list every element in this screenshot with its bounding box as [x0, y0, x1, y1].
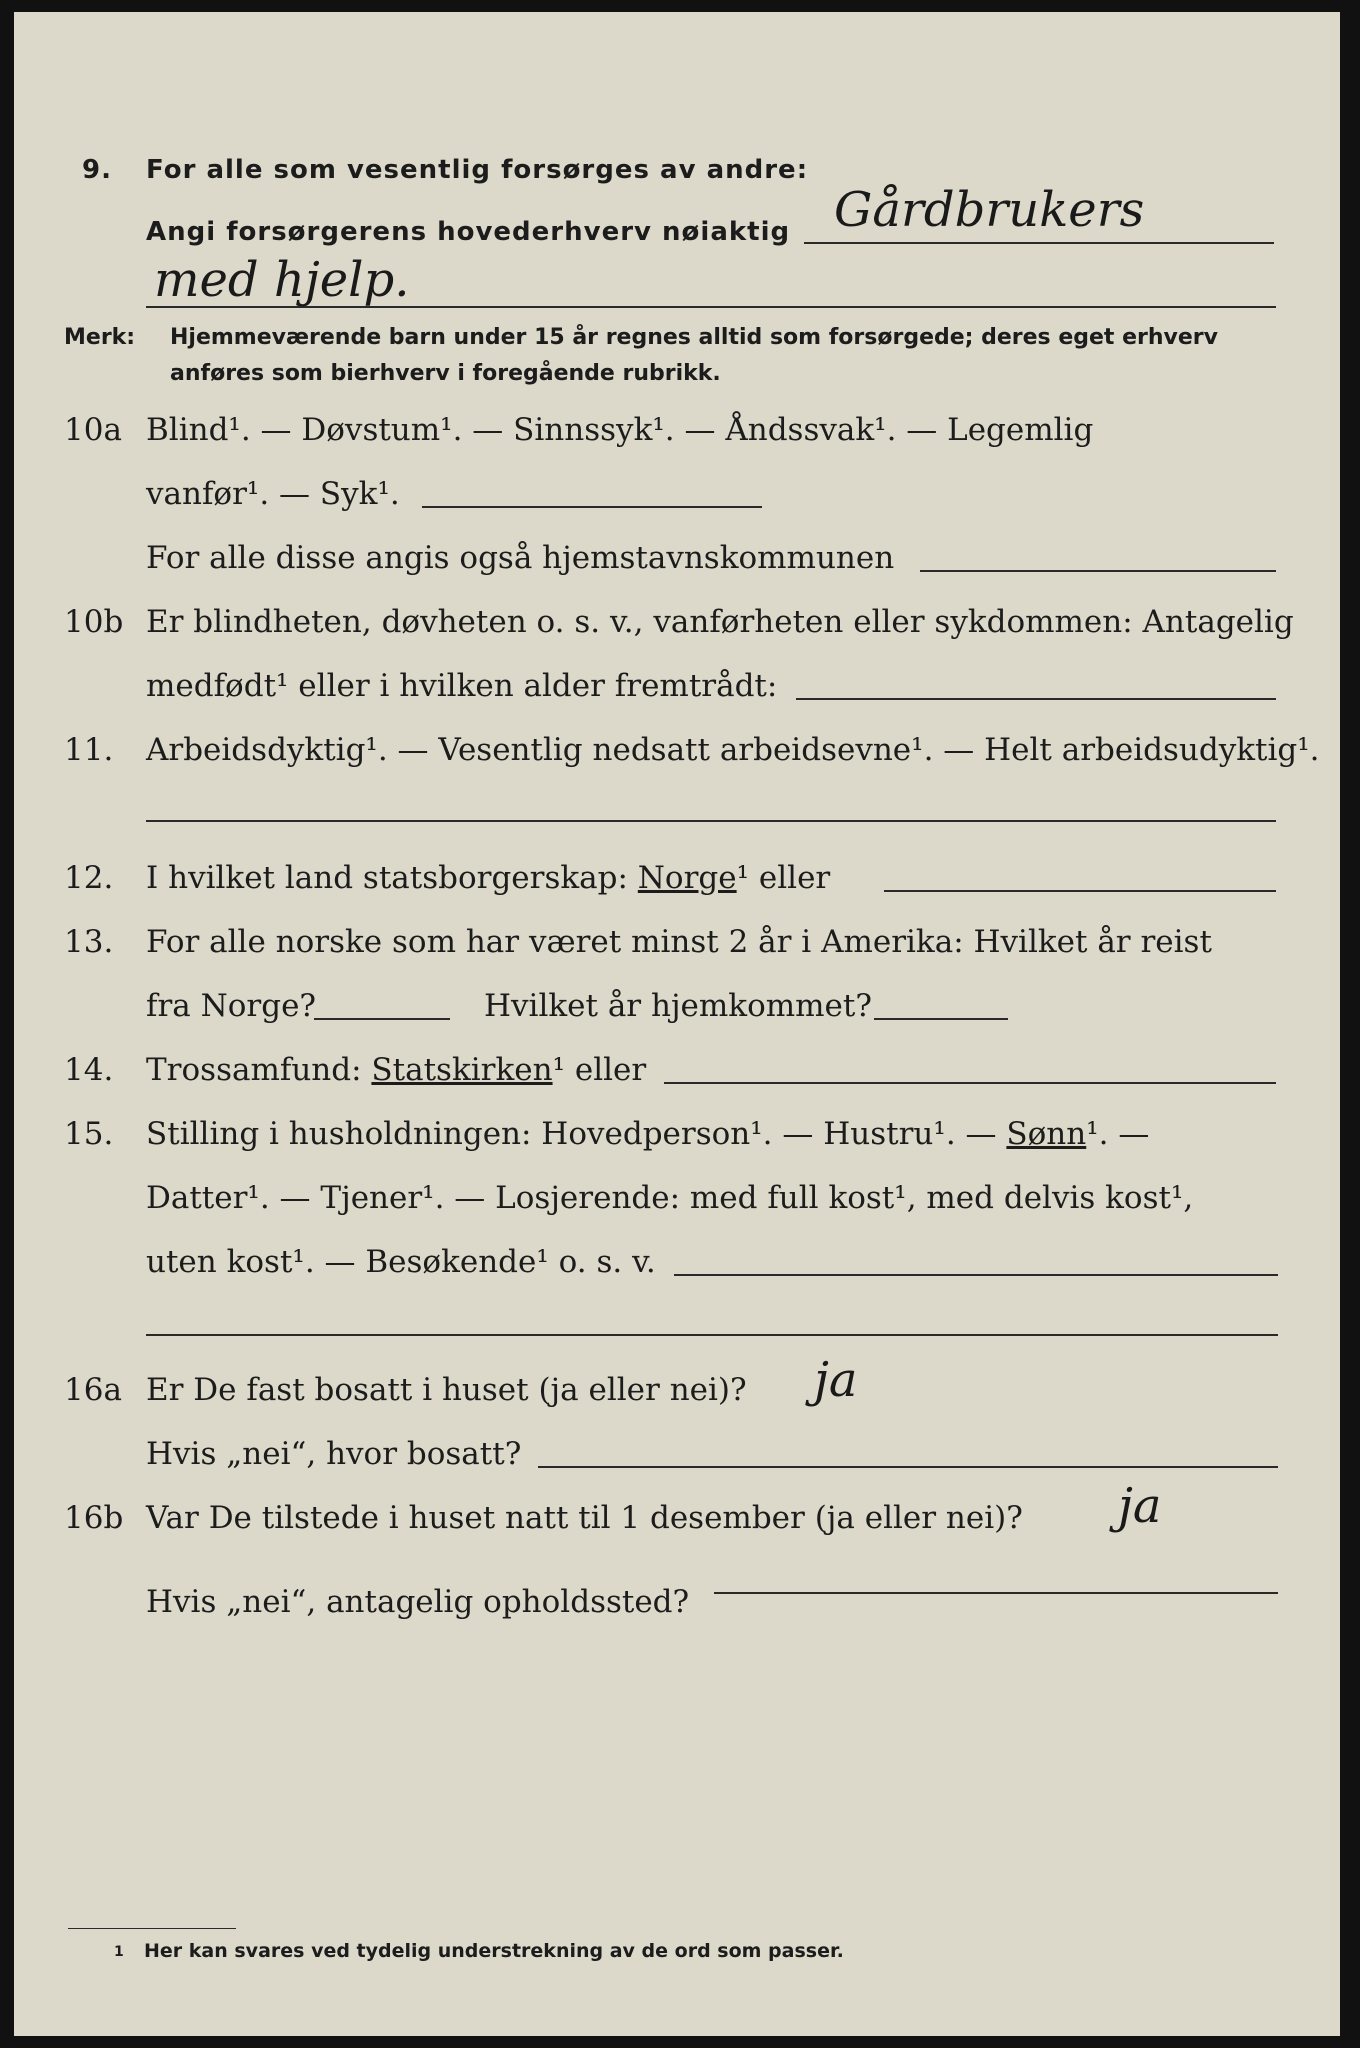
question-15-line-3: uten kost¹. — Besøkende¹ o. s. v. — [146, 1244, 656, 1280]
note-line-1: Hjemmeværende barn under 15 år regnes alltid som forsørgede; deres eget erhverv — [170, 325, 1218, 350]
question-16a-line-1: Er De fast bosatt i huset (ja eller nei)? — [146, 1372, 747, 1408]
handwritten-answer-9a: Gårdbrukers — [834, 182, 1145, 238]
question-13-line-1: For alle norske som har været minst 2 år i Amerika: Hvilket år reist — [146, 924, 1212, 960]
question-14 — [146, 1050, 646, 1090]
question-12 — [146, 858, 830, 898]
question-number-15: 15. — [64, 1116, 114, 1152]
question-16b-line-2: Hvis „nei“, antagelig opholdssted? — [146, 1584, 690, 1620]
question-15-line-1-end: ¹. — — [1086, 1116, 1150, 1152]
question-10b-line-1: Er blindheten, døvheten o. s. v., vanførheten eller sykdommen: Antagelig — [146, 604, 1294, 640]
answer-line-15 — [674, 1274, 1278, 1276]
question-10a-line-3: For alle disse angis også hjemstavnskommunen — [146, 540, 895, 576]
option-sonn: Sønn — [1006, 1116, 1087, 1152]
note-line-2: anføres som bierhverv i foregående rubrikk. — [170, 361, 721, 386]
question-number-9: 9. — [82, 155, 112, 185]
question-number-10b: 10b — [64, 604, 124, 640]
question-11: Arbeidsdyktig¹. — Vesentlig nedsatt arbeidsevne¹. — Helt arbeidsudyktig¹. — [146, 732, 1320, 768]
option-statskirken: Statskirken — [371, 1052, 553, 1088]
question-15-line-1 — [146, 1114, 1149, 1154]
question-10b-line-2: medfødt¹ eller i hvilken alder fremtrådt: — [146, 668, 778, 704]
option-norge: Norge — [637, 860, 737, 896]
handwritten-answer-16b: ja — [1118, 1478, 1162, 1534]
question-14-or: ¹ eller — [552, 1052, 647, 1088]
question-number-16a: 16a — [64, 1372, 122, 1408]
answer-line-9a — [804, 242, 1274, 244]
answer-line-10b — [796, 698, 1276, 700]
question-10a-line-1: Blind¹. — Døvstum¹. — Sinnssyk¹. — Åndssvak¹. — Legemlig — [146, 412, 1094, 448]
handwritten-answer-9b: med hjelp. — [154, 252, 410, 308]
question-number-13: 13. — [64, 924, 114, 960]
footnote-mark: 1 — [114, 1944, 124, 1960]
question-15-line-1-text: Stilling i husholdningen: Hovedperson¹. — Hustru¹. — — [146, 1116, 997, 1152]
answer-line-13-right — [874, 1018, 1008, 1020]
census-form-page — [14, 12, 1340, 2036]
handwritten-answer-16a: ja — [814, 1352, 858, 1408]
question-number-11: 11. — [64, 732, 114, 768]
answer-line-14 — [664, 1082, 1276, 1084]
question-9-heading: For alle som vesentlig forsørges av andre: — [146, 155, 809, 185]
answer-line-16b — [714, 1592, 1278, 1594]
note-label: Merk: — [64, 325, 136, 350]
question-12-or: ¹ eller — [736, 860, 831, 896]
answer-line-12 — [884, 890, 1276, 892]
question-16a-line-2: Hvis „nei“, hvor bosatt? — [146, 1436, 522, 1472]
question-13-left: fra Norge? — [146, 988, 317, 1024]
answer-line-11 — [146, 820, 1276, 822]
question-10a-line-2: vanfør¹. — Syk¹. — [146, 476, 400, 512]
question-number-10a: 10a — [64, 412, 122, 448]
question-14-prompt: Trossamfund: — [146, 1052, 362, 1088]
question-16b-line-1: Var De tilstede i huset natt til 1 desember (ja eller nei)? — [146, 1500, 1023, 1536]
question-number-16b: 16b — [64, 1500, 124, 1536]
footnote-text: Her kan svares ved tydelig understrekning av de ord som passer. — [144, 1940, 844, 1962]
answer-line-15b — [146, 1334, 1278, 1336]
question-9-prompt: Angi forsørgerens hovederhverv nøiaktig — [146, 217, 791, 247]
question-13-right: Hvilket år hjemkommet? — [484, 988, 872, 1024]
answer-line-10a-home — [920, 570, 1276, 572]
answer-line-13-left — [314, 1018, 450, 1020]
question-12-prompt: I hvilket land statsborgerskap: — [146, 860, 628, 896]
question-number-14: 14. — [64, 1052, 114, 1088]
footnote-rule — [68, 1928, 236, 1929]
question-number-12: 12. — [64, 860, 114, 896]
question-15-line-2: Datter¹. — Tjener¹. — Losjerende: med full kost¹, med delvis kost¹, — [146, 1180, 1194, 1216]
answer-line-10a-sick — [422, 506, 762, 508]
answer-line-16a — [538, 1466, 1278, 1468]
